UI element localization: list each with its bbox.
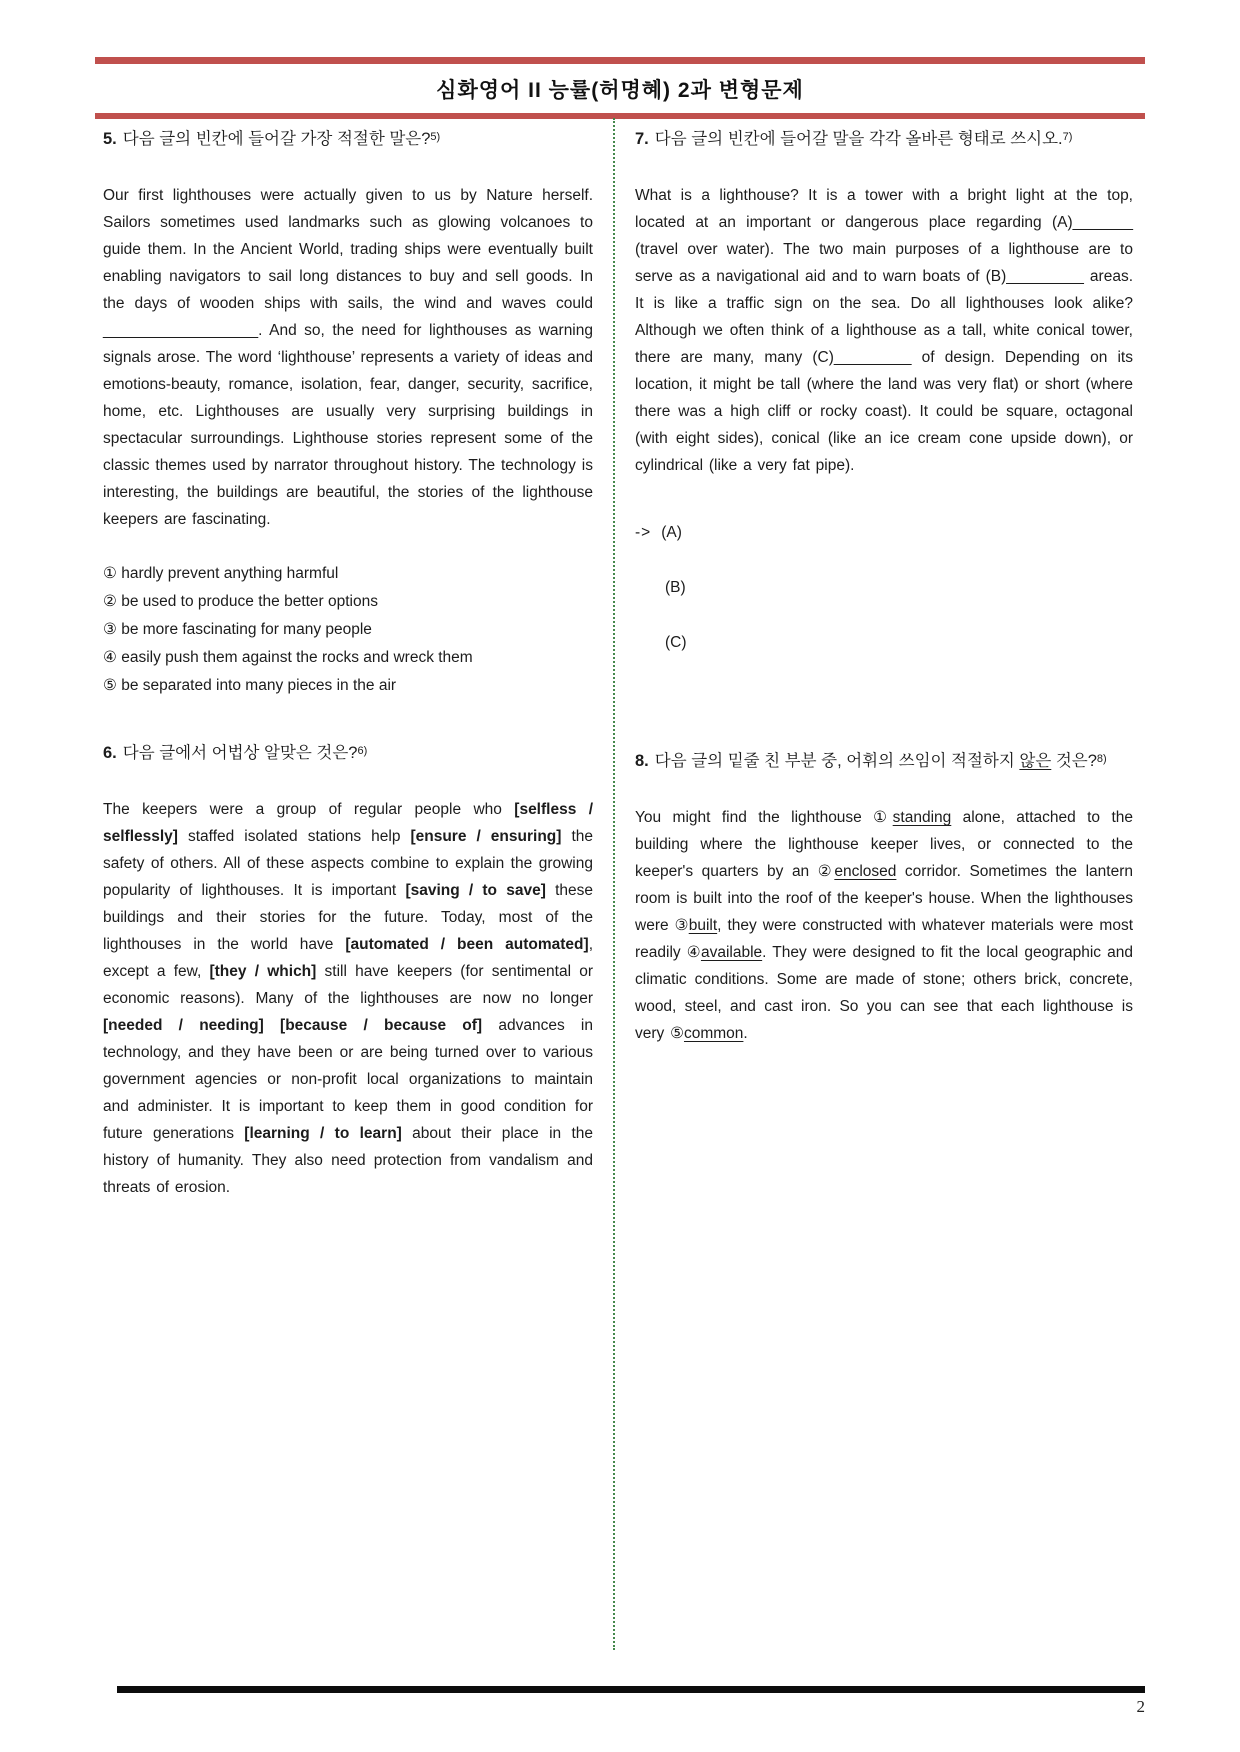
gap xyxy=(103,700,593,740)
bold-choice: [needed / needing] xyxy=(103,1017,264,1034)
bold-choice: [learning / to learn] xyxy=(244,1125,402,1142)
question-6-footnote: 6) xyxy=(357,745,368,757)
question-6-header xyxy=(103,740,593,769)
question-7-header xyxy=(635,126,1133,155)
bold-choice: [automated / been automated] xyxy=(345,936,589,953)
text-segment: 것은? xyxy=(1051,752,1097,770)
question-8 xyxy=(635,748,1133,1047)
question-6-prompt: 다음 글에서 어법상 알맞은 것은? xyxy=(122,744,358,762)
text-segment: . They were designed to fit the local geographic and climatic conditions. Some are made of stone; others brick, concrete, wood, steel, and cast iron. So you can see that each lighthouse is very ⑤ xyxy=(635,944,1133,1042)
underlined-word: standing xyxy=(892,809,952,826)
question-8-prompt xyxy=(655,752,1097,770)
left-column xyxy=(95,118,599,1650)
page-number: 2 xyxy=(1136,1697,1145,1716)
bold-choice: [because / because of] xyxy=(280,1017,483,1034)
question-7 xyxy=(635,126,1133,656)
underlined-word: 않은 xyxy=(1019,752,1052,770)
text-segment: , except a few, xyxy=(103,936,593,980)
answer-label-b: (B) xyxy=(665,579,686,596)
question-5-passage: Our first lighthouses were actually given to us by Nature herself. Sailors sometimes used landmarks such as glowing volcanoes to guide them. In the Ancient World, trading ships were eventually built enabling navigators to sail long distances to buy and sell goods. In the days of wooden ships with sails, the wind and waves could __________________. And so, the need for lighthouses as warning signals arose. The word ‘lighthouse’ represents a variety of ideas and emotions-beauty, romance, isolation, fear, danger, security, sacrifice, home, etc. Lighthouses are usually very surprising buildings in spectacular surroundings. Lighthouse stories represent some of the classic themes used by narrator throughout history. The technology is interesting, the buildings are beautiful, the stories of the lighthouse keepers are fascinating. xyxy=(103,187,593,528)
bold-choice: [saving / to save] xyxy=(405,882,546,899)
text-segment: . xyxy=(743,1025,748,1042)
answer-line-c xyxy=(635,629,1133,656)
header-rule-top xyxy=(95,57,1145,64)
bold-choice: [they / which] xyxy=(209,963,317,980)
option-3: ③ be more fascinating for many people xyxy=(103,621,372,638)
answer-line-a xyxy=(635,519,1133,546)
question-7-footnote: 7) xyxy=(1062,131,1073,143)
gap xyxy=(635,684,1133,748)
page-title: 심화영어 II 능률(허명혜) 2과 변형문제 xyxy=(436,79,804,102)
underlined-word: common xyxy=(683,1025,744,1042)
question-7-prompt: 다음 글의 빈칸에 들어갈 말을 각각 올바른 형태로 쓰시오. xyxy=(654,130,1063,148)
question-8-passage xyxy=(635,804,1133,1047)
question-5 xyxy=(103,126,593,700)
question-5-footnote: 5) xyxy=(430,131,441,143)
right-column xyxy=(629,118,1133,1650)
text-segment xyxy=(264,1017,280,1034)
option-5: ⑤ be separated into many pieces in the air xyxy=(103,677,397,694)
question-6-number: 6. xyxy=(103,744,117,762)
bold-choice: [selfless / selflessly] xyxy=(103,801,594,845)
question-5-number: 5. xyxy=(103,130,117,148)
page-header xyxy=(95,0,1145,119)
footer-rule xyxy=(117,1686,1145,1693)
text-segment: these buildings and their stories for the future. Today, most of the lighthouses in the world have xyxy=(103,882,593,953)
text-segment: alone, attached to the building where the lighthouse keeper lives, or connected to the keeper's quarters by an ② xyxy=(635,809,1133,880)
question-7-passage: What is a lighthouse? It is a tower with a bright light at the top, located at an important or dangerous place regarding (A)_______ (travel over water). The two main purposes of a lighthouse are to serve as a navigational aid and to warn boats of (B)_________ areas. It is like a traffic sign on the sea. Do all lighthouses look alike? Although we often think of a lighthouse as a tall, white conical tower, there are many, many (C)_________ of design. Depending on its location, it might be tall (where the land was very flat) or short (where there was a high cliff or rocky coast). It could be square, octagonal (with eight sides), conical (like an ice cream cone upside down), or cylindrical (like a very fat pipe). xyxy=(635,187,1133,474)
text-segment: corridor. Sometimes the lantern room is built into the roof of the keeper's house. When the lighthouses were ③ xyxy=(635,863,1133,934)
option-2: ② be used to produce the better options xyxy=(103,593,378,610)
text-segment: about their place in the history of humanity. They also need protection from vandalism and threats of erosion. xyxy=(103,1125,594,1196)
question-6 xyxy=(103,740,593,1201)
underlined-word: enclosed xyxy=(834,863,897,880)
underlined-word: available xyxy=(700,944,763,961)
text-segment: You might find the lighthouse ① xyxy=(635,809,893,826)
option-1: ① hardly prevent anything harmful xyxy=(103,565,339,582)
answer-line-b xyxy=(635,574,1133,601)
bold-choice: [ensure / ensuring] xyxy=(410,828,562,845)
answer-label-c: (C) xyxy=(665,634,687,651)
underlined-word: built xyxy=(688,917,718,934)
question-5-prompt: 다음 글의 빈칸에 들어갈 가장 적절한 말은? xyxy=(122,130,431,148)
text-segment: 다음 글의 밑줄 친 부분 중, 어휘의 쓰임이 적절하지 xyxy=(654,752,1020,770)
question-8-header xyxy=(635,748,1133,777)
text-segment: staffed isolated stations help xyxy=(177,828,411,845)
question-6-passage xyxy=(103,796,593,1201)
question-7-number: 7. xyxy=(635,130,649,148)
question-8-footnote: 8) xyxy=(1096,753,1107,765)
text-segment: The keepers were a group of regular people who xyxy=(103,801,515,818)
text-segment: advances in technology, and they have been or are being turned over to various government agencies or non-profit local organizations to maintain and administer. It is important to keep them in good condition for future generations xyxy=(103,1017,594,1142)
content-columns xyxy=(95,118,1145,1650)
answer-label-a: (A) xyxy=(661,524,682,541)
question-5-options xyxy=(103,560,593,700)
text-segment: the safety of others. All of these aspects combine to explain the growing popularity of lighthouses. It is important xyxy=(103,828,593,899)
text-segment: still have keepers (for sentimental or economic reasons). Many of the lighthouses are now no longer xyxy=(103,963,593,1007)
text-segment: , they were constructed with whatever materials were most readily ④ xyxy=(635,917,1133,961)
question-7-answers xyxy=(635,519,1133,656)
question-5-header xyxy=(103,126,593,155)
question-8-number: 8. xyxy=(635,752,649,770)
answer-arrow: -> xyxy=(635,524,652,541)
option-4: ④ easily push them against the rocks and wreck them xyxy=(103,649,473,666)
column-divider xyxy=(613,118,615,1650)
